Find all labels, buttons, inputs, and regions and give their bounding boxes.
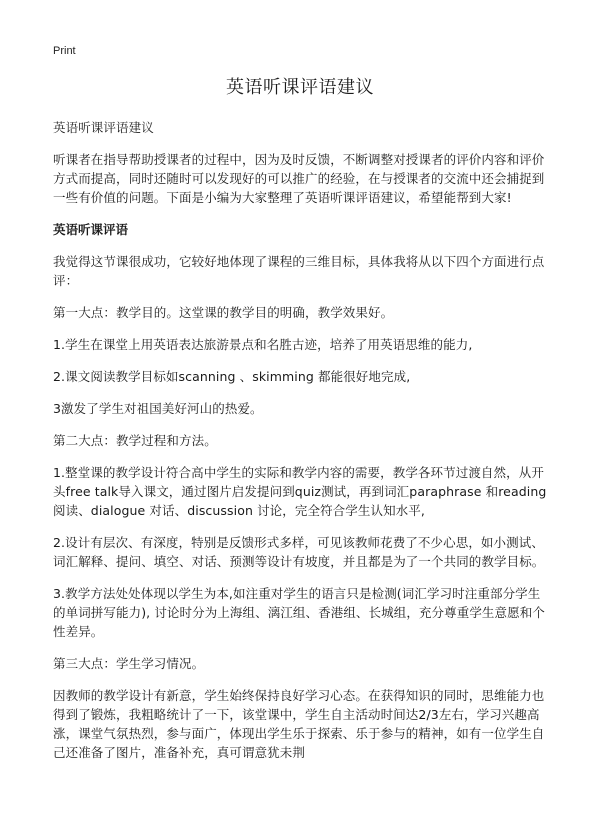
section-heading: 英语听课评语 [53,222,129,237]
paragraph-point-1-item-2: 2.课文阅读教学目标如scanning 、skimming 都能很好地完成, [53,369,411,384]
paragraph-point-1-item-1: 1.学生在课堂上用英语表达旅游景点和名胜古迹，培养了用英语思维的能力, [53,337,473,352]
intro-heading: 英语听课评语建议 [53,120,154,135]
print-label: Print [53,45,76,57]
intro-paragraph: 听课者在指导帮助授课者的过程中，因为及时反馈，不断调整对授课者的评价内容和评价方式而提高，同时还随时可以发现好的可以推广的经验，在与授课者的交流中还会捕捉到一些有价值的问题。下面是小编为大家整理了英语听课评语建议，希望能帮到大家! [53,152,545,205]
paragraph-point-1-heading: 第一大点：教学目的。这堂课的教学目的明确，教学效果好。 [53,305,394,320]
paragraph-point-2-item-2: 2.设计有层次、有深度，特别是反馈形式多样，可见该教师花费了不少心思，如小测试、词汇解释、提问、填空、对话、预测等设计有坡度，并且都是为了一个共同的教学目标。 [53,535,545,569]
paragraph-point-2-item-3: 3.教学方法处处体现以学生为本,如注重对学生的语言只是检测(词汇学习时注重部分学生的单词拼写能力), 讨论时分为上海组、漓江组、香港组、长城组，充分尊重学生意愿和个性差异。 [53,586,545,639]
paragraph-overview: 我觉得这节课很成功，它较好地体现了课程的三维目标，具体我将从以下四个方面进行点评： [53,254,545,288]
paragraph-point-3-heading: 第三大点：学生学习情况。 [53,656,205,671]
paragraph-point-2-item-1: 1.整堂课的教学设计符合高中学生的实际和教学内容的需要，教学各环节过渡自然，从开头free talk导入课文，通过图片启发提问到quiz测试，再到词汇paraphrase 和reading 阅读、dialogue 对话、discussion 讨论，完全符合学生认知水平, [53,465,547,518]
paragraph-point-3-body: 因教师的教学设计有新意，学生始终保持良好学习心态。在获得知识的同时，思维能力也得到了锻炼，我粗略统计了一下，该堂课中，学生自主活动时间达2/3左右，学习兴趣高涨，课堂气氛热烈，参与面广，体现出学生乐于探索、乐于参与的精神，如有一位学生自己还准备了图片，准备补充，真可谓意犹未荆 [53,688,545,760]
paragraph-point-2-heading: 第二大点：教学过程和方法。 [53,433,217,448]
paragraph-point-1-item-3: 3激发了学生对祖国美好河山的热爱。 [53,401,263,416]
page-title: 英语听课评语建议 [226,77,374,98]
